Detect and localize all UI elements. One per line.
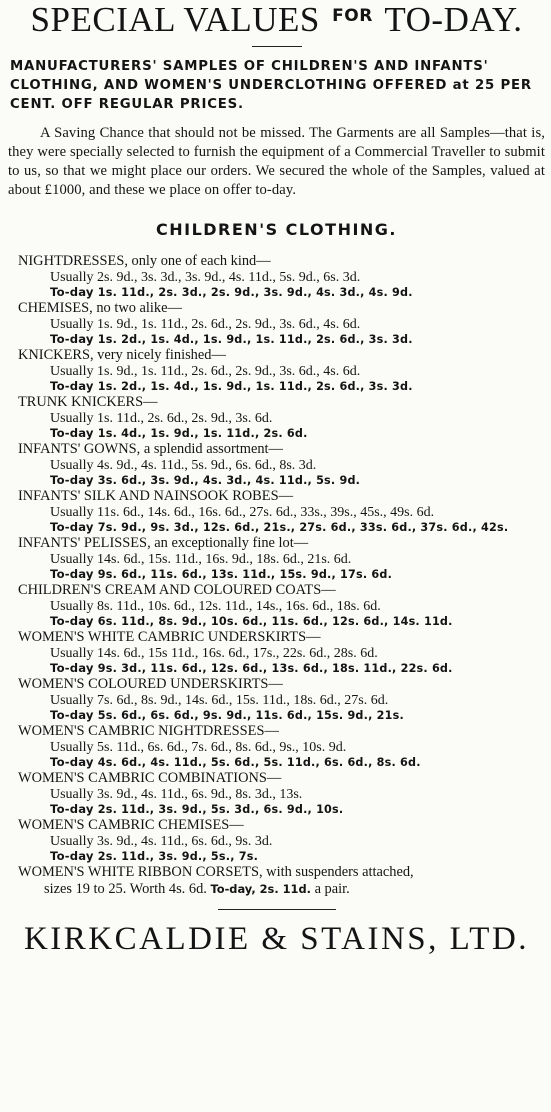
today-prices	[18, 473, 545, 488]
usual-prices: Usually 1s. 9d., 1s. 11d., 2s. 6d., 2s. 9d., 3s. 6d., 4s. 6d.	[50, 316, 361, 332]
today-label: To-day	[50, 426, 94, 440]
today-values: 9s. 3d., 11s. 6d., 12s. 6d., 13s. 6d., 18s. 11d., 22s. 6d.	[97, 662, 453, 675]
today-prices	[18, 567, 545, 582]
today-values: 1s. 4d., 1s. 9d., 1s. 11d., 2s. 6d.	[97, 427, 308, 440]
list-item	[18, 723, 545, 770]
usual-prices: Usually 8s. 11d., 10s. 6d., 12s. 11d., 14s., 16s. 6d., 18s. 6d.	[50, 598, 381, 614]
today-prices	[18, 520, 545, 535]
today-values: 1s. 11d., 2s. 3d., 2s. 9d., 3s. 9d., 4s. 3d., 4s. 9d.	[97, 286, 413, 299]
title-for: FOR	[332, 6, 373, 26]
today-prices	[18, 849, 545, 864]
corsets-suffix: a pair.	[314, 880, 350, 897]
item-title: INFANTS' PELISSES, an exceptionally fine lot—	[18, 535, 309, 551]
usual-prices: Usually 14s. 6d., 15s 11d., 16s. 6d., 17s., 22s. 6d., 28s. 6d.	[50, 645, 378, 661]
title-part1: SPECIAL VALUES	[30, 0, 320, 39]
today-values: 1s. 2d., 1s. 4d., 1s. 9d., 1s. 11d., 2s. 6d., 3s. 3d.	[97, 380, 413, 393]
headline-line-3: CENT. OFF REGULAR PRICES.	[10, 97, 244, 112]
today-label: To-day	[50, 708, 94, 722]
item-title: INFANTS' SILK AND NAINSOOK ROBES—	[18, 488, 293, 504]
today-label: To-day	[50, 332, 94, 346]
footer-divider	[218, 909, 336, 910]
today-prices	[18, 379, 545, 394]
corsets-detail	[18, 881, 545, 898]
item-title: CHEMISES, no two alike—	[18, 300, 182, 316]
page-title	[8, 0, 545, 40]
usual-prices: Usually 1s. 11d., 2s. 6d., 2s. 9d., 3s. 6d.	[50, 410, 273, 426]
usual-prices: Usually 1s. 9d., 1s. 11d., 2s. 6d., 2s. 9d., 3s. 6d., 4s. 6d.	[50, 363, 361, 379]
list-item	[18, 394, 545, 441]
today-values: 1s. 2d., 1s. 4d., 1s. 9d., 1s. 11d., 2s. 6d., 3s. 3d.	[97, 333, 413, 346]
usual-prices: Usually 5s. 11d., 6s. 6d., 7s. 6d., 8s. 6d., 9s., 10s. 9d.	[50, 739, 347, 755]
usual-prices: Usually 7s. 6d., 8s. 9d., 14s. 6d., 15s. 11d., 18s. 6d., 27s. 6d.	[50, 692, 389, 708]
list-item	[18, 488, 545, 535]
usual-prices: Usually 2s. 9d., 3s. 3d., 3s. 9d., 4s. 11d., 5s. 9d., 6s. 3d.	[50, 269, 361, 285]
item-title: WOMEN'S CAMBRIC NIGHTDRESSES—	[18, 723, 279, 739]
today-label: To-day	[50, 849, 94, 863]
corsets-title: WOMEN'S WHITE RIBBON CORSETS, with suspenders attached,	[18, 864, 414, 880]
today-prices	[18, 802, 545, 817]
today-label: To-day	[50, 755, 94, 769]
today-prices	[18, 332, 545, 347]
today-values: 9s. 6d., 11s. 6d., 13s. 11d., 15s. 9d., 17s. 6d.	[97, 568, 393, 581]
item-title: WOMEN'S WHITE CAMBRIC UNDERSKIRTS—	[18, 629, 321, 645]
today-values: 3s. 6d., 3s. 9d., 4s. 3d., 4s. 11d., 5s. 9d.	[97, 474, 361, 487]
today-prices	[18, 661, 545, 676]
list-item	[18, 347, 545, 394]
usual-prices: Usually 14s. 6d., 15s. 11d., 16s. 9d., 18s. 6d., 21s. 6d.	[50, 551, 352, 567]
today-label: To-day	[50, 802, 94, 816]
list-item	[18, 817, 545, 864]
today-values: 2s. 11d., 3s. 9d., 5s., 7s.	[97, 850, 259, 863]
today-label: To-day	[50, 661, 94, 675]
corsets-today-price: To-day, 2s. 11d.	[210, 881, 311, 896]
today-prices	[18, 426, 545, 441]
today-prices	[18, 614, 545, 629]
today-prices	[18, 708, 545, 723]
headline-line-2: CLOTHING, AND WOMEN'S UNDERCLOTHING OFFERED at 25 PER	[10, 78, 532, 93]
company-name: KIRKCALDIE & STAINS, LTD.	[23, 921, 530, 957]
usual-prices: Usually 3s. 9d., 4s. 11d., 6s. 9d., 8s. 3d., 13s.	[50, 786, 303, 802]
item-title: WOMEN'S COLOURED UNDERSKIRTS—	[18, 676, 283, 692]
divider-rule	[252, 46, 302, 47]
list-item	[18, 676, 545, 723]
price-list	[8, 253, 545, 864]
usual-prices: Usually 11s. 6d., 14s. 6d., 16s. 6d., 27s. 6d., 33s., 39s., 45s., 49s. 6d.	[50, 504, 435, 520]
list-item	[18, 535, 545, 582]
list-item	[18, 441, 545, 488]
today-values: 7s. 9d., 9s. 3d., 12s. 6d., 21s., 27s. 6d., 33s. 6d., 37s. 6d., 42s.	[97, 521, 509, 534]
today-label: To-day	[50, 567, 94, 581]
item-title: CHILDREN'S CREAM AND COLOURED COATS—	[18, 582, 336, 598]
headline-line-1: MANUFACTURERS' SAMPLES OF CHILDREN'S AND INFANTS'	[10, 59, 489, 74]
item-title: WOMEN'S CAMBRIC CHEMISES—	[18, 817, 244, 833]
today-values: 5s. 6d., 6s. 6d., 9s. 9d., 11s. 6d., 15s. 9d., 21s.	[97, 709, 404, 722]
today-label: To-day	[50, 285, 94, 299]
item-title: WOMEN'S CAMBRIC COMBINATIONS—	[18, 770, 282, 786]
today-values: 6s. 11d., 8s. 9d., 10s. 6d., 11s. 6d., 12s. 6d., 14s. 11d.	[97, 615, 453, 628]
list-item	[18, 629, 545, 676]
today-label: To-day	[50, 520, 94, 534]
today-label: To-day	[50, 379, 94, 393]
title-part2: TO-DAY.	[384, 0, 523, 39]
today-values: 2s. 11d., 3s. 9d., 5s. 3d., 6s. 9d., 10s.	[97, 803, 344, 816]
item-title: TRUNK KNICKERS—	[18, 394, 158, 410]
today-prices	[18, 755, 545, 770]
intro-paragraph: A Saving Chance that should not be missed. The Garments are all Samples—that is, they were specially selected to furnish the equipment of a Commercial Traveller to submit to us, so that we might place our orders. We secured the whole of the Samples, valued at about £1000, and these we place on offer to-day.	[8, 125, 545, 198]
item-title: NIGHTDRESSES, only one of each kind—	[18, 253, 271, 269]
item-title: INFANTS' GOWNS, a splendid assortment—	[18, 441, 283, 457]
corsets-sizes: sizes 19 to 25. Worth 4s. 6d.	[44, 880, 207, 897]
today-prices	[18, 285, 545, 300]
corsets-item	[18, 864, 545, 897]
list-item	[18, 300, 545, 347]
usual-prices: Usually 3s. 9d., 4s. 11d., 6s. 6d., 9s. 3d.	[50, 833, 273, 849]
headline	[10, 57, 545, 114]
list-item	[18, 770, 545, 817]
usual-prices: Usually 4s. 9d., 4s. 11d., 5s. 9d., 6s. 6d., 8s. 3d.	[50, 457, 317, 473]
today-label: To-day	[50, 614, 94, 628]
section-heading: CHILDREN'S CLOTHING.	[155, 220, 398, 239]
item-title: KNICKERS, very nicely finished—	[18, 347, 226, 363]
today-values: 4s. 6d., 4s. 11d., 5s. 6d., 5s. 11d., 6s. 6d., 8s. 6d.	[97, 756, 421, 769]
list-item	[18, 582, 545, 629]
today-label: To-day	[50, 473, 94, 487]
list-item	[18, 253, 545, 300]
